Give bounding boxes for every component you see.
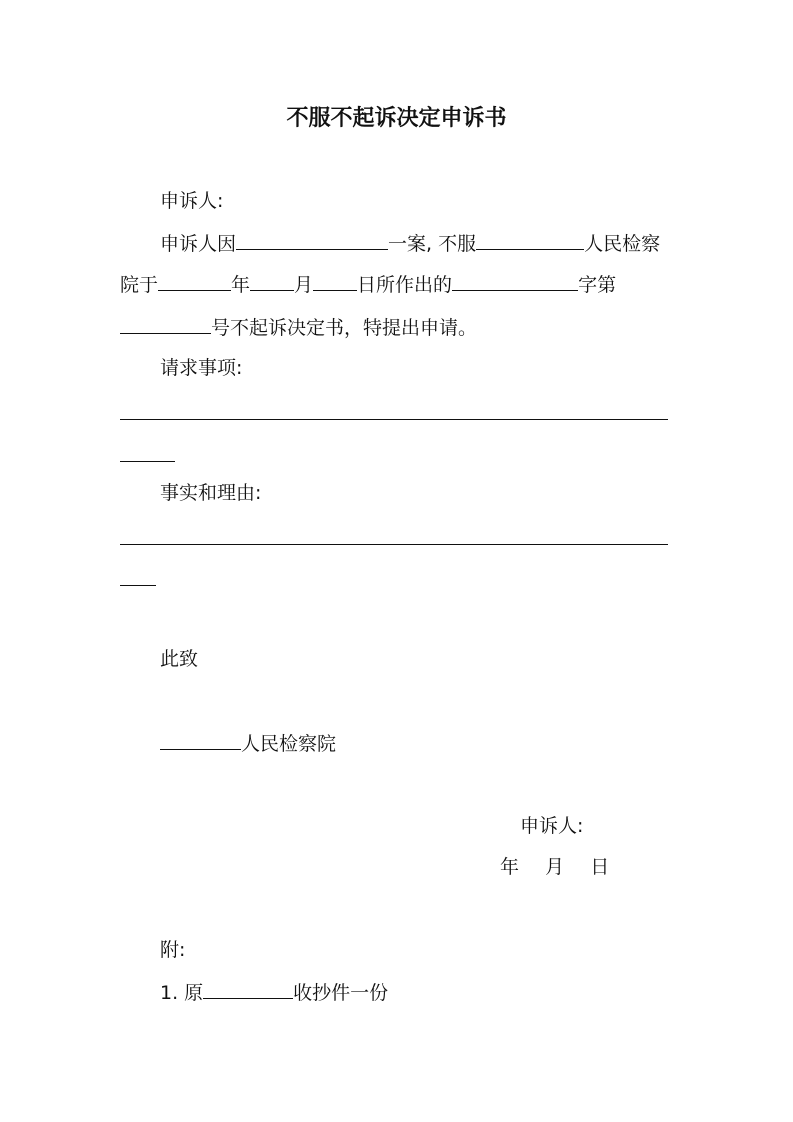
salutation: 此致: [160, 648, 199, 670]
signature-month: 月: [545, 856, 565, 878]
body-line1-suffix: 人民检察: [584, 233, 661, 255]
request-label: 请求事项:: [160, 357, 243, 379]
day-label: 日所作出的: [357, 274, 453, 296]
signature-appellant-label: 申诉人:: [520, 815, 584, 837]
signature-date: [500, 855, 609, 879]
facts-blank-line-1[interactable]: [120, 544, 668, 545]
year-label: 年: [231, 274, 251, 296]
attachment-blank[interactable]: [203, 980, 293, 999]
recipient-blank[interactable]: [160, 731, 241, 750]
appellant-label: 申诉人:: [160, 190, 224, 212]
attachment-label: 附:: [160, 939, 186, 961]
attachment-item: [160, 980, 388, 1004]
case-name-blank[interactable]: [236, 231, 388, 250]
day-blank[interactable]: [313, 272, 357, 291]
signature-day: 日: [590, 856, 610, 878]
attachment-prefix: 1. 原: [160, 982, 204, 1004]
body-line3-suffix: 号不起诉决定书，特提出申请。: [211, 317, 478, 339]
year-blank[interactable]: [158, 272, 231, 291]
month-blank[interactable]: [250, 272, 294, 291]
document-number-prefix-blank[interactable]: [452, 272, 578, 291]
body-line2-suffix: 字第: [578, 274, 617, 296]
procuratorate-blank[interactable]: [476, 231, 584, 250]
document-number-blank[interactable]: [120, 315, 211, 334]
attachment-suffix: 收抄件一份: [293, 982, 389, 1004]
facts-label: 事实和理由:: [160, 482, 262, 504]
recipient-suffix: 人民检察院: [241, 733, 337, 755]
request-blank-line-1[interactable]: [120, 419, 668, 420]
month-label: 月: [294, 274, 314, 296]
body-line1-mid: 一案, 不服: [388, 233, 477, 255]
signature-year: 年: [500, 856, 520, 878]
body-line2-prefix: 院于: [120, 274, 159, 296]
recipient-line: [160, 731, 336, 755]
request-blank-line-2[interactable]: [120, 461, 175, 462]
document-title: 不服不起诉决定申诉书: [286, 106, 507, 131]
body-line-2: [120, 272, 616, 296]
facts-blank-line-2[interactable]: [120, 585, 156, 586]
body-line-3: [120, 315, 477, 339]
body-line-1: [160, 231, 660, 255]
body-line1-prefix: 申诉人因: [160, 233, 237, 255]
